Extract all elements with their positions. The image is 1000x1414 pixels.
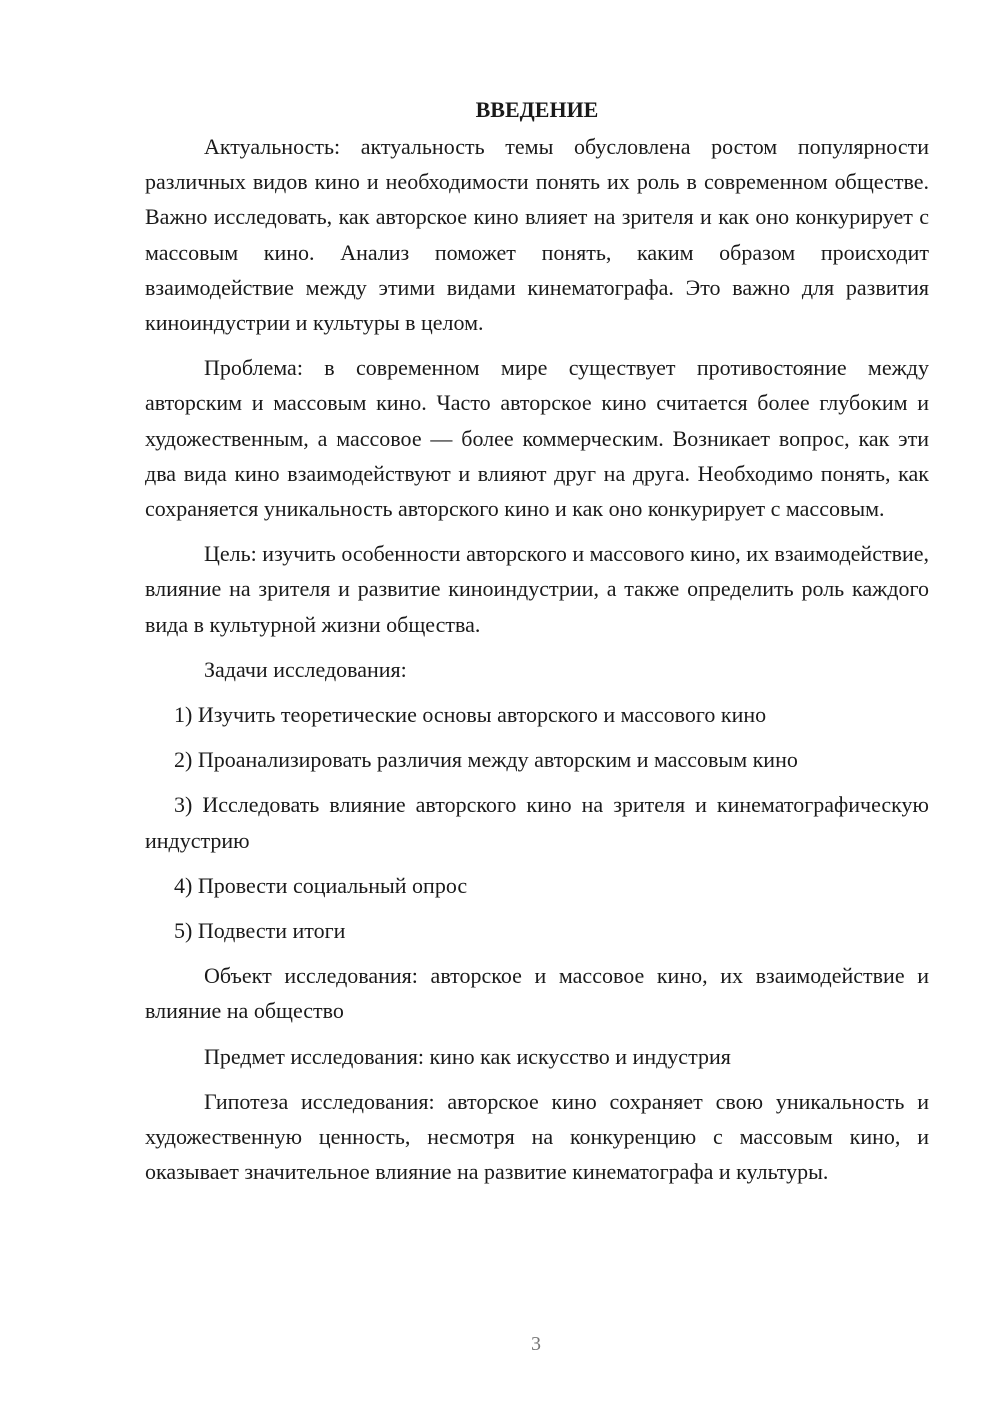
task-item: 3) Исследовать влияние авторского кино на зрителя и кинематографическую индустрию xyxy=(145,792,929,853)
tasks-list xyxy=(145,697,929,948)
task-item: 1) Изучить теоретические основы авторского и массового кино xyxy=(174,702,767,728)
object-paragraph: Объект исследования: авторское и массовое кино, их взаимодействие и влияние на общество xyxy=(145,963,929,1024)
hypothesis-paragraph: Гипотеза исследования: авторское кино сохраняет свою уникальность и художественную ценность, несмотря на конкуренцию с массовым кино, и оказывает значительное влияние на развитие кинематографа и культуры. xyxy=(145,1088,929,1185)
task-item: 4) Провести социальный опрос xyxy=(174,872,468,898)
problem-paragraph: Проблема: в современном мире существует противостояние между авторским и массовым кино. Часто авторское кино считается более глубоким и художественным, а массовое — более коммерческим. Возникает вопрос, как эти два вида кино взаимодействуют и влияют друг на друга. Необходимо понять, как сохраняется уникальность авторского кино и как оно конкурирует с массовым. xyxy=(145,355,929,522)
page-title: ВВЕДЕНИЕ xyxy=(475,97,599,122)
relevance-paragraph: Актуальность: актуальность темы обусловлена ростом популярности различных видов кино и необходимости понять их роль в современном обществе. Важно исследовать, как авторское кино влияет на зрителя и как оно конкурирует с массовым кино. Анализ поможет понять, каким образом происходит взаимодействие между этими видами кинематографа. Это важно для развития киноиндустрии и культуры в целом. xyxy=(145,134,929,336)
tasks-heading: Задачи исследования: xyxy=(204,656,407,682)
document-page xyxy=(145,92,929,1199)
goal-paragraph: Цель: изучить особенности авторского и массового кино, их взаимодействие, влияние на зрителя и развитие киноиндустрии, а также определить роль каждого вида в культурной жизни общества. xyxy=(145,541,929,637)
task-item: 5) Подвести итоги xyxy=(174,918,346,944)
page-number: 3 xyxy=(531,1333,541,1355)
task-item: 2) Проанализировать различия между авторским и массовым кино xyxy=(174,747,798,773)
subject-paragraph: Предмет исследования: кино как искусство и индустрия xyxy=(204,1043,731,1069)
